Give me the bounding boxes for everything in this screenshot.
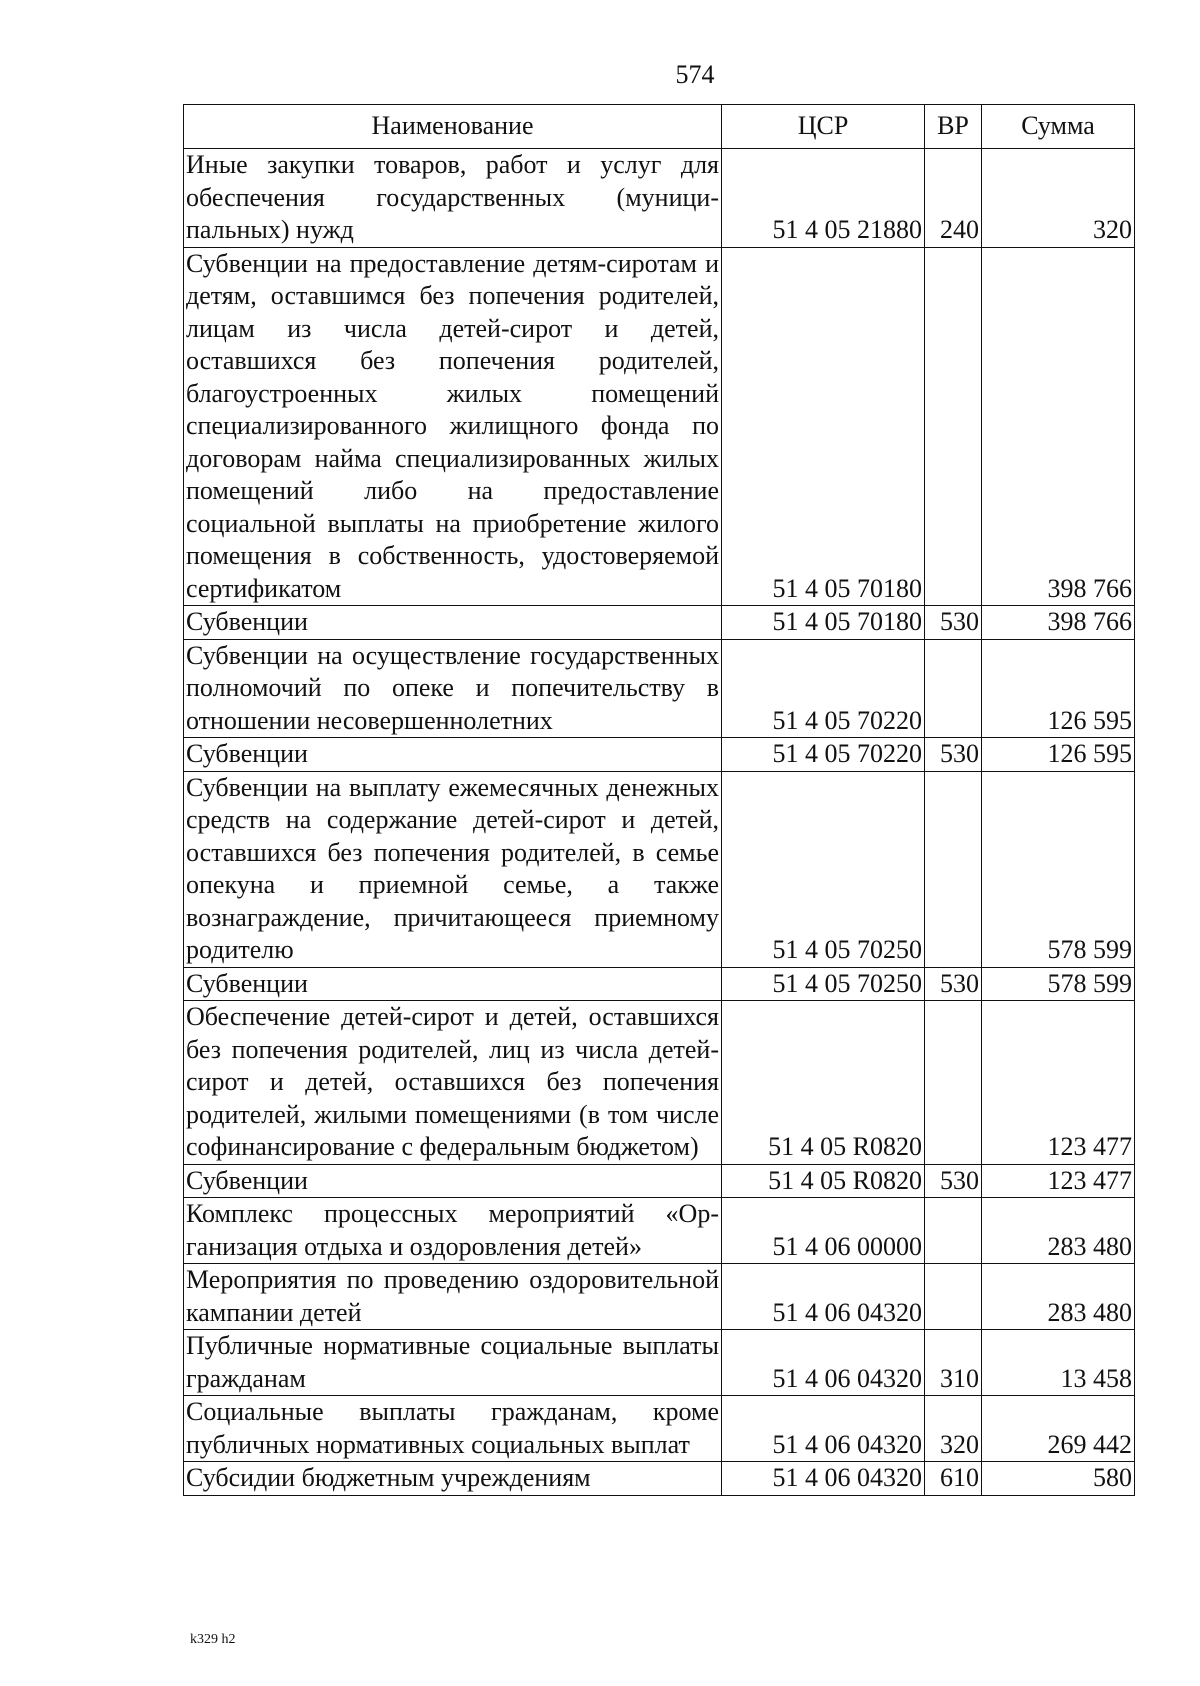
row-sum: 269 442 [982, 1396, 1135, 1462]
row-csr: 51 4 05 70220 [722, 738, 925, 772]
table-row [184, 247, 1135, 606]
table-row [184, 771, 1135, 967]
row-sum: 283 480 [982, 1264, 1135, 1330]
table-header-row [184, 105, 1135, 149]
row-vr: 530 [925, 738, 982, 772]
row-name: Субвенции на выплату ежемесячных денежных средств на содержание детей-сирот и детей, оставшихся без попечения родителей, в семье опекуна и приемной семье, а также вознаграждение, причитающееся приемному родителю [184, 771, 722, 967]
page-number: 574 [675, 60, 715, 89]
row-vr: 310 [925, 1330, 982, 1396]
row-csr: 51 4 05 21880 [722, 149, 925, 248]
row-sum: 578 599 [982, 967, 1135, 1001]
table-row [184, 1330, 1135, 1396]
table-row [184, 967, 1135, 1001]
row-csr: 51 4 05 70250 [722, 967, 925, 1001]
row-name: Субвенции [184, 738, 722, 772]
row-name: Публичные нормативные социальные выплаты гражданам [184, 1330, 722, 1396]
row-vr [925, 1198, 982, 1264]
row-name: Субсидии бюджетным учреждениям [184, 1462, 722, 1496]
row-sum: 580 [982, 1462, 1135, 1496]
row-vr: 530 [925, 606, 982, 640]
row-vr: 240 [925, 149, 982, 248]
row-csr: 51 4 06 00000 [722, 1198, 925, 1264]
row-vr: 320 [925, 1396, 982, 1462]
table-row [184, 1198, 1135, 1264]
row-sum: 283 480 [982, 1198, 1135, 1264]
row-sum: 123 477 [982, 1001, 1135, 1165]
row-name: Социальные выплаты гражданам, кроме публичных нормативных социальных выплат [184, 1396, 722, 1462]
table-row [184, 1164, 1135, 1198]
row-sum: 13 458 [982, 1330, 1135, 1396]
row-name: Субвенции [184, 967, 722, 1001]
table-row [184, 1264, 1135, 1330]
row-vr [925, 1264, 982, 1330]
row-vr [925, 247, 982, 606]
row-csr: 51 4 05 70250 [722, 771, 925, 967]
row-vr: 530 [925, 1164, 982, 1198]
row-vr [925, 1001, 982, 1165]
row-csr: 51 4 06 04320 [722, 1330, 925, 1396]
row-name: Иные закупки товаров, работ и услуг для обеспечения государственных (муниципальных) нужд [184, 149, 722, 248]
row-csr: 51 4 06 04320 [722, 1396, 925, 1462]
row-csr: 51 4 05 70180 [722, 247, 925, 606]
budget-table [183, 104, 1135, 1496]
header-name: Наименование [184, 105, 722, 149]
row-csr: 51 4 05 70180 [722, 606, 925, 640]
table-row [184, 1462, 1135, 1496]
row-vr [925, 771, 982, 967]
header-vr: ВР [925, 105, 982, 149]
row-vr: 530 [925, 967, 982, 1001]
row-csr: 51 4 06 04320 [722, 1264, 925, 1330]
table-row [184, 149, 1135, 248]
row-name: Субвенции на предоставление детям-сиротам и детям, оставшимся без попечения родителей, лицам из числа детей-сирот и детей, оставшихся без попечения родителей, благоустроенных жилых помещений специализированного жилищного фонда по договорам найма специализированных жилых помещений либо на предоставление социальной выплаты на приобретение жилого помещения в собственность, удостоверяемой сертификатом [184, 247, 722, 606]
row-sum: 126 595 [982, 738, 1135, 772]
row-vr [925, 639, 982, 738]
row-name: Обеспечение детей-сирот и детей, оставшихся без попечения родителей, лиц из числа детей-сирот и детей, оставшихся без попечения родителей, жилыми помещениями (в том числе софинансирование с федеральным бюджетом) [184, 1001, 722, 1165]
table-row [184, 639, 1135, 738]
row-name: Субвенции на осуществление государственных полномочий по опеке и попечительству в отношении несовершеннолетних [184, 639, 722, 738]
row-name: Субвенции [184, 1164, 722, 1198]
table-row [184, 606, 1135, 640]
row-sum: 126 595 [982, 639, 1135, 738]
document-code: k329 h2 [190, 1632, 236, 1647]
row-sum: 320 [982, 149, 1135, 248]
row-name: Субвенции [184, 606, 722, 640]
row-sum: 578 599 [982, 771, 1135, 967]
row-name: Комплекс процессных мероприятий «Организация отдыха и оздоровления детей» [184, 1198, 722, 1264]
table-row [184, 1396, 1135, 1462]
row-csr: 51 4 05 R0820 [722, 1164, 925, 1198]
row-name: Мероприятия по проведению оздоровительной кампании детей [184, 1264, 722, 1330]
row-csr: 51 4 05 70220 [722, 639, 925, 738]
row-sum: 398 766 [982, 606, 1135, 640]
header-sum: Сумма [982, 105, 1135, 149]
row-csr: 51 4 06 04320 [722, 1462, 925, 1496]
table-row [184, 1001, 1135, 1165]
row-csr: 51 4 05 R0820 [722, 1001, 925, 1165]
row-sum: 398 766 [982, 247, 1135, 606]
header-csr: ЦСР [722, 105, 925, 149]
row-sum: 123 477 [982, 1164, 1135, 1198]
table-row [184, 738, 1135, 772]
row-vr: 610 [925, 1462, 982, 1496]
